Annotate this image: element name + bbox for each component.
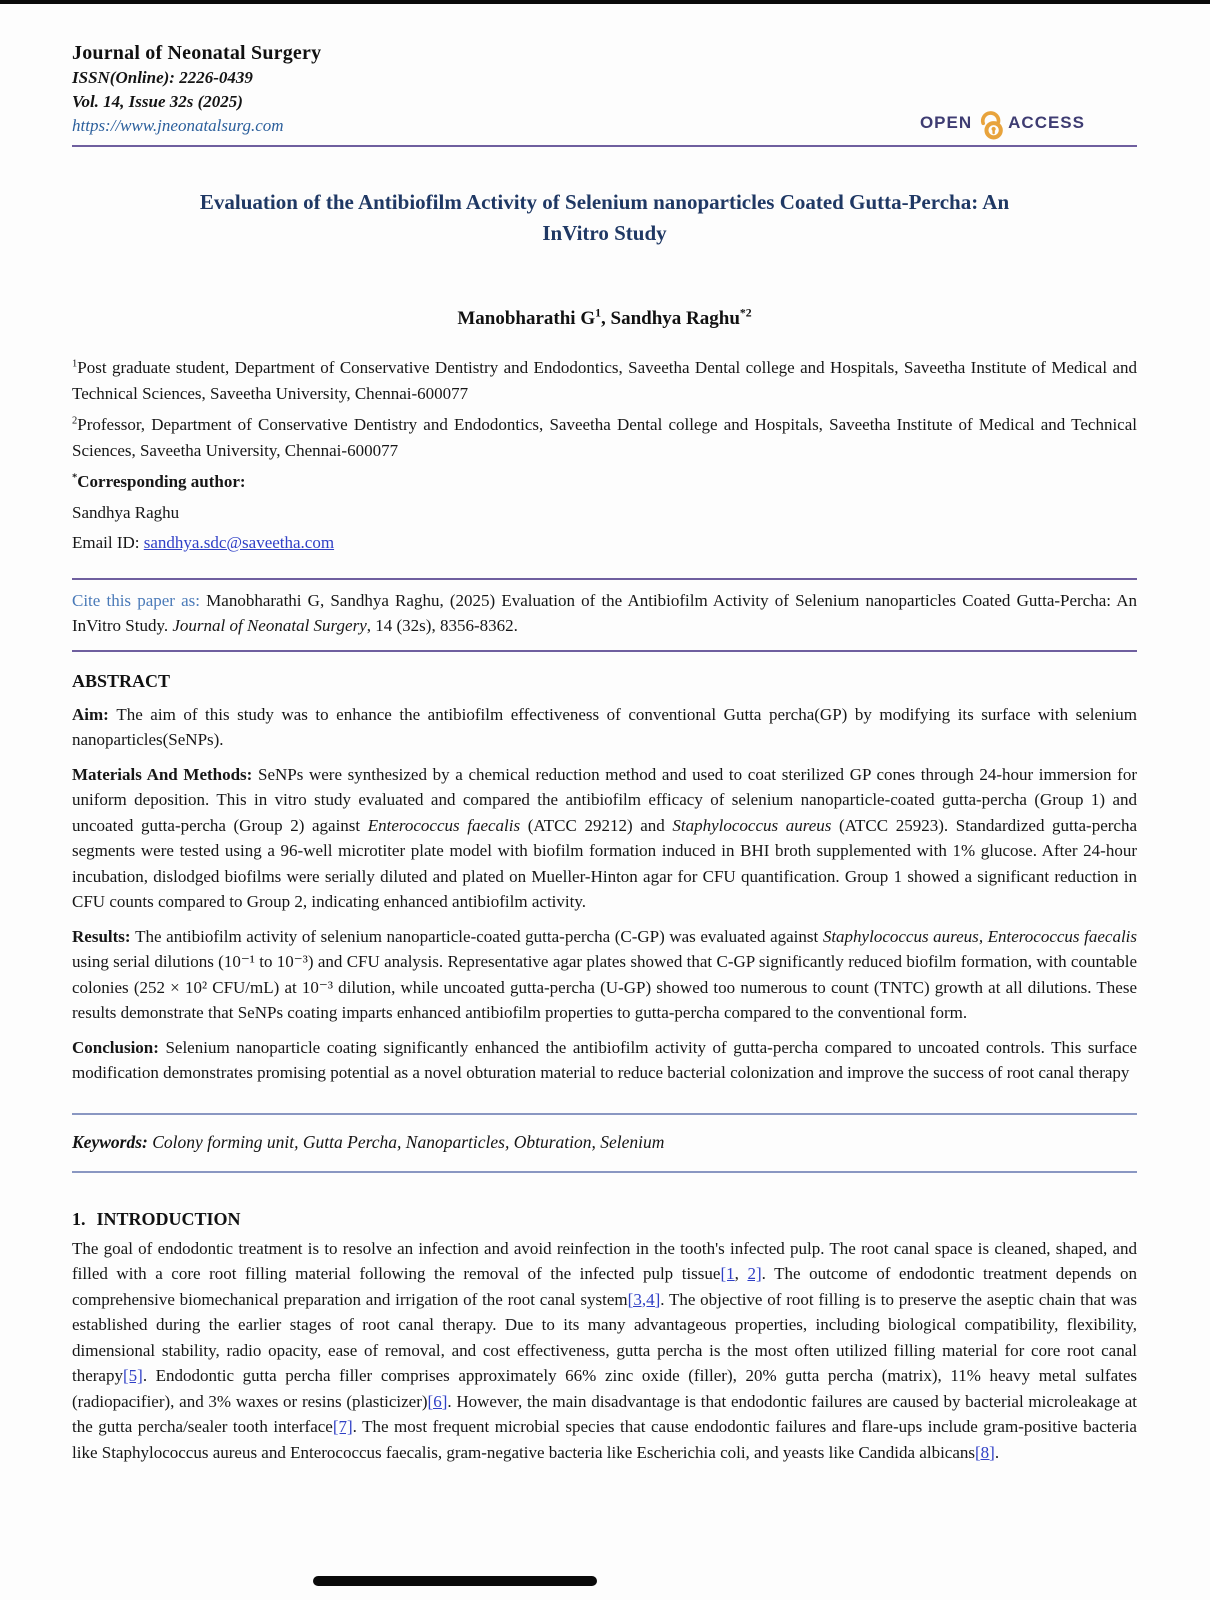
authors-line [72, 306, 1137, 332]
text-run: , 14 (32s), 8356-8362. [366, 616, 518, 635]
journal-issn: ISSN(Online): 2226-0439 [72, 68, 253, 87]
text-run: Email ID: [72, 533, 144, 552]
open-access-logo [920, 110, 1085, 136]
reference-link[interactable]: [5] [122, 1366, 143, 1385]
keywords-divider-top [72, 1113, 1137, 1115]
text-run: , [734, 1264, 748, 1283]
text-run: . [994, 1442, 1000, 1462]
text-run: SeNPs were synthesized by a chemical reduction method and used to coat sterilized GP cones through 24-hour immersion for uniform deposition. This in vitro study evaluated and compared the antibiofilm efficacy of selenium nanoparticle-coated gutta-percha (Group 1) and uncoated gutta-percha (Group 2) against [72, 764, 1137, 835]
text-run: . The most frequent microbial species that cause endodontic failures and flare-ups include gram-positive bacteria like Staphylococcus aureus and Enterococcus faecalis, gram-negative bacteria like Escherichia coli, and yeasts like Candida albicans [72, 1417, 1137, 1462]
text-run: 2 [72, 415, 78, 427]
citation-divider-top [72, 578, 1137, 580]
keywords-line [72, 1130, 1137, 1155]
text-run: using serial dilutions (10⁻¹ to 10⁻³) and CFU analysis. Representative agar plates showed that C-GP significantly reduced biofilm formation, with countable colonies (252 × 10² CFU/mL) at 10⁻³ dilution, while uncoated gutta-percha (U-GP) showed too numerous to count (TNTC) growth at all dilutions. These results demonstrate that SeNPs coating imparts enhanced antibiofilm properties to gutta-percha compared to the conventional form. [72, 952, 1137, 1022]
text-run: . Endodontic gutta percha filler comprises approximately 66% zinc oxide (filler), 20% gutta percha (matrix), 11% heavy metal sulfates (radiopacifier), and 3% waxes or resins (plasticizer) [72, 1366, 1137, 1411]
text-run: Conclusion: [72, 1037, 166, 1057]
text-run: Staphylococcus aureus [672, 815, 832, 835]
header-divider [72, 145, 1137, 147]
citation-paragraph [72, 588, 1137, 639]
text-run: * [72, 472, 78, 484]
text-run: Cite this paper as: [72, 590, 200, 610]
text-run: 1 [72, 358, 78, 370]
text-run: Post graduate student, Department of Conservative Dentistry and Endodontics, Saveetha Dental college and Hospitals, Saveetha Institute of Medical and Technical Sciences, Saveetha University, Chennai-600077 [72, 358, 1137, 403]
text-run: The goal of endodontic treatment is to resolve an infection and avoid reinfection in the tooth's infected pulp. The root canal space is cleaned, shaped, and filled with a core root filling material following the removal of the infected pulp tissue [72, 1238, 1137, 1283]
journal-url-link[interactable]: https://www.jneonatalsurg.com [72, 116, 284, 135]
text-run: . The outcome of endodontic treatment depends on comprehensive biomechanical preparation and irrigation of the root canal system [72, 1264, 1138, 1309]
open-access-access-label: ACCESS [1008, 113, 1085, 132]
text-run: , Sandhya Raghu [601, 308, 740, 329]
text-run: *2 [739, 306, 752, 320]
text-run: Manobharathi G, Sandhya Raghu, (2025) Evaluation of the Antibiofilm Activity of Selenium nanoparticles Coated Gutta-Percha: An InVitro Study. [72, 590, 1137, 635]
keywords-divider-bottom [72, 1171, 1137, 1173]
reference-link[interactable]: 2] [747, 1264, 762, 1283]
affiliation-1 [72, 355, 1137, 406]
text-run: Corresponding author: [77, 472, 246, 491]
text-run: Journal of Neonatal Surgery [172, 616, 367, 635]
text-run: Colony forming unit, Gutta Percha, Nanoparticles, Obturation, Selenium [152, 1131, 665, 1152]
text-run: Aim: [72, 704, 117, 724]
section-title: INTRODUCTION [96, 1208, 241, 1229]
citation-divider-bottom [72, 650, 1137, 652]
text-run: Enterococcus faecalis [367, 815, 521, 835]
text-run: . The objective of root filling is to preserve the aseptic chain that was established during the earlier stages of root canal therapy. Due to its many advantageous properties, including biological compatibility, flexibility, dimensional stability, radio opacity, ease of removal, and cost effectiveness, gutta percha is the most often utilized filling material for core root canal therapy [72, 1289, 1137, 1385]
text-run: , [978, 926, 988, 946]
text-run: Enterococcus faecalis [987, 926, 1138, 946]
corresponding-author-label [72, 469, 1137, 495]
text-run: Materials And Methods: [72, 764, 258, 784]
open-lock-icon [977, 110, 1005, 140]
article-title: Evaluation of the Antibiofilm Activity of Selenium nanoparticles Coated Gutta-Percha: An InVitro Study [199, 190, 1010, 245]
reference-link[interactable]: sandhya.sdc@saveetha.com [143, 533, 335, 552]
corresponding-author-name: Sandhya Raghu [72, 502, 180, 522]
text-run: Results: [72, 926, 136, 946]
abstract-heading: ABSTRACT [72, 670, 171, 691]
section-number: 1. [72, 1208, 86, 1229]
bottom-black-bar [313, 1576, 597, 1586]
email-line [72, 530, 1137, 556]
text-run: Manobharathi G [457, 308, 596, 329]
reference-link[interactable]: [8] [975, 1442, 995, 1462]
abstract-conclusion-paragraph [72, 1035, 1137, 1086]
journal-name: Journal of Neonatal Surgery [72, 42, 322, 64]
text-run: (ATCC 29212) and [520, 815, 673, 835]
abstract-methods-paragraph [72, 762, 1137, 915]
reference-link[interactable]: [7] [332, 1417, 353, 1436]
text-run: (ATCC 25923). Standardized gutta-percha segments were tested using a 96-well microtiter plate model with biofilm formation induced in BHI broth supplemented with 1% glucose. After 24-hour incubation, dislodged biofilms were serially diluted and plated on Mueller-Hinton agar for CFU quantification. Group 1 showed a significant reduction in CFU counts compared to Group 2, indicating enhanced antibiofilm activity. [72, 815, 1138, 911]
reference-link[interactable]: [1 [720, 1264, 735, 1283]
affiliation-2 [72, 412, 1137, 463]
text-run: The antibiofilm activity of selenium nanoparticle-coated gutta-percha (C-GP) was evaluated against [135, 926, 823, 946]
journal-header [72, 0, 1137, 138]
text-run: . However, the main disadvantage is that endodontic failures are caused by bacterial microleakage at the gutta percha/sealer tooth interface [72, 1391, 1137, 1436]
text-run: Staphylococcus aureus [822, 926, 979, 946]
text-run: The aim of this study was to enhance the antibiofilm effectiveness of conventional Gutta percha(GP) by modifying its surface with selenium nanoparticles(SeNPs). [72, 704, 1138, 749]
introduction-heading [72, 1207, 1137, 1231]
reference-link[interactable]: [3,4] [627, 1289, 661, 1309]
open-access-open-label: OPEN [919, 113, 973, 132]
introduction-paragraph [72, 1236, 1137, 1466]
abstract-results-paragraph [72, 924, 1137, 1026]
reference-link[interactable]: [6] [427, 1391, 448, 1411]
text-run: Keywords: [72, 1131, 153, 1152]
text-run: 1 [595, 306, 602, 320]
text-run: Professor, Department of Conservative Dentistry and Endodontics, Saveetha Dental college and Hospitals, Saveetha Institute of Medical and Technical Sciences, Saveetha University, Chennai-600077 [72, 415, 1137, 460]
journal-volume: Vol. 14, Issue 32s (2025) [72, 92, 243, 111]
text-run: Selenium nanoparticle coating significantly enhanced the antibiofilm activity of gutta-percha compared to uncoated controls. This surface modification demonstrates promising potential as a novel obturation material to reduce bacterial colonization and improve the success of root canal therapy [72, 1037, 1137, 1082]
abstract-aim-paragraph [72, 702, 1137, 753]
